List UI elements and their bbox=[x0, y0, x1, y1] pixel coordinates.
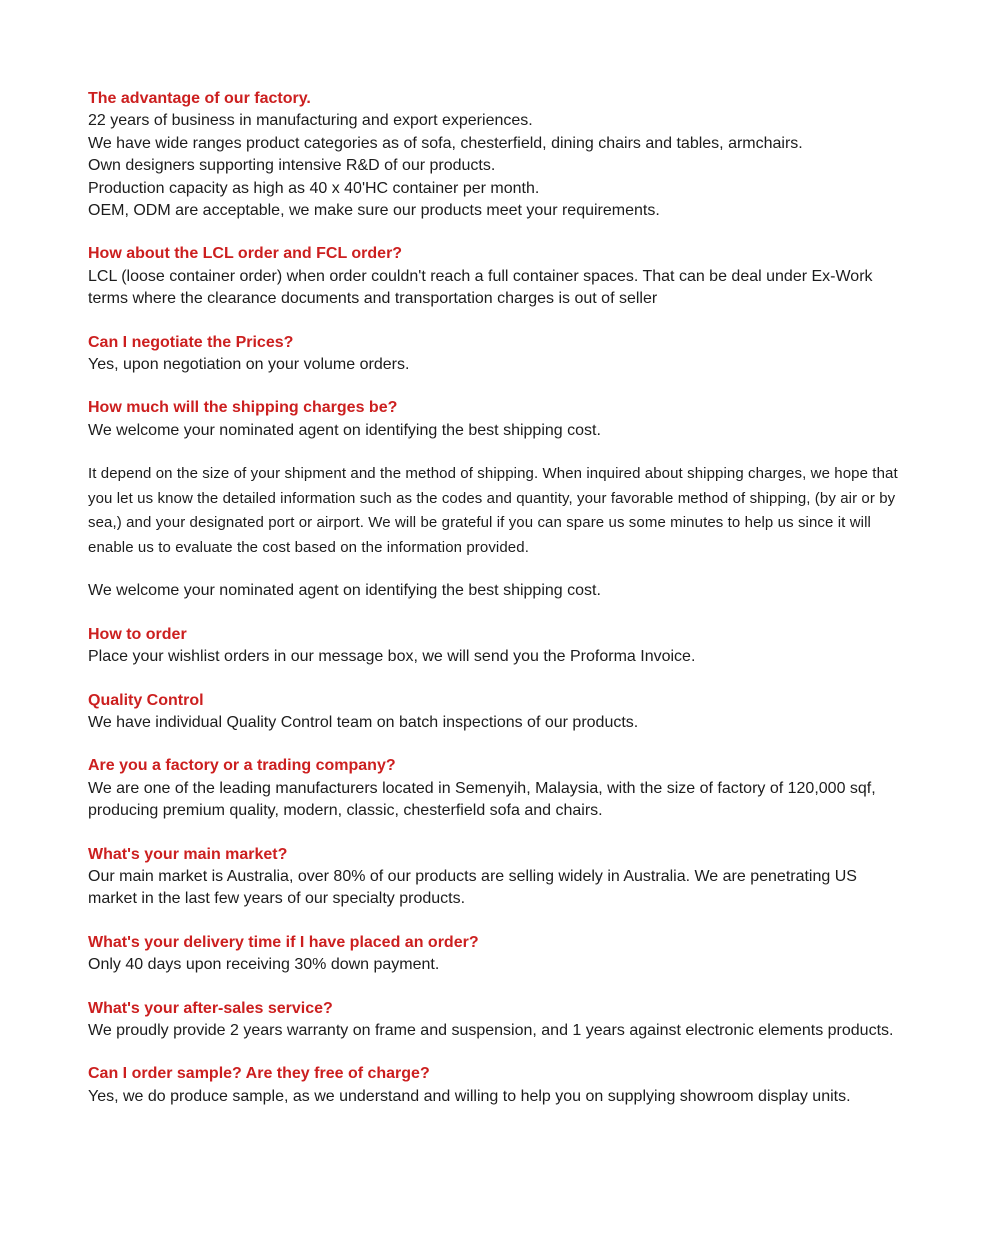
faq-text-line: We welcome your nominated agent on identifying the best shipping cost. bbox=[88, 582, 601, 600]
faq-section-body bbox=[88, 778, 902, 823]
faq-section-heading: How to order bbox=[88, 625, 187, 643]
faq-paragraph-block bbox=[88, 954, 902, 976]
faq-section-body bbox=[88, 866, 902, 911]
faq-paragraph-block bbox=[88, 646, 902, 668]
faq-paragraph-block bbox=[88, 420, 902, 442]
faq-section bbox=[88, 624, 902, 669]
faq-section bbox=[88, 998, 902, 1043]
faq-section-heading: What's your after-sales service? bbox=[88, 999, 333, 1017]
faq-paragraph-block bbox=[88, 266, 902, 311]
faq-text-line: Place your wishlist orders in our message box, we will send you the Proforma Invoice. bbox=[88, 648, 696, 666]
faq-text-line: 22 years of business in manufacturing and export experiences. bbox=[88, 112, 533, 130]
faq-section-heading: How much will the shipping charges be? bbox=[88, 399, 398, 417]
faq-text-line: Own designers supporting intensive R&D of our products. bbox=[88, 157, 496, 175]
faq-section bbox=[88, 690, 902, 735]
faq-section-heading: How about the LCL order and FCL order? bbox=[88, 245, 403, 263]
faq-section-body bbox=[88, 646, 902, 668]
faq-section bbox=[88, 243, 902, 310]
faq-text-line: Yes, upon negotiation on your volume orders. bbox=[88, 356, 410, 374]
faq-paragraph-block bbox=[88, 778, 902, 823]
faq-sections-container bbox=[88, 88, 902, 1108]
faq-section-heading: What's your main market? bbox=[88, 845, 288, 863]
faq-paragraph-block bbox=[88, 462, 902, 560]
faq-section-heading: Can I order sample? Are they free of charge? bbox=[88, 1065, 430, 1083]
faq-section-body bbox=[88, 420, 902, 603]
faq-section-heading: Can I negotiate the Prices? bbox=[88, 333, 294, 351]
faq-text-line: We are one of the leading manufacturers located in Semenyih, Malaysia, with the size of factory of 120,000 sqf, producing premium quality, modern, classic, chesterfield sofa and chairs. bbox=[88, 779, 876, 820]
faq-section-body bbox=[88, 354, 902, 376]
faq-paragraph-block bbox=[88, 1086, 902, 1108]
faq-text-line: We welcome your nominated agent on identifying the best shipping cost. bbox=[88, 421, 601, 439]
faq-section bbox=[88, 755, 902, 822]
faq-paragraph-block bbox=[88, 354, 902, 376]
faq-section bbox=[88, 932, 902, 977]
faq-section bbox=[88, 1063, 902, 1108]
faq-paragraph-block bbox=[88, 110, 902, 222]
faq-text-line: We have individual Quality Control team on batch inspections of our products. bbox=[88, 713, 639, 731]
faq-text-line: OEM, ODM are acceptable, we make sure our products meet your requirements. bbox=[88, 202, 660, 220]
faq-text-line: We have wide ranges product categories as of sofa, chesterfield, dining chairs and tables, armchairs. bbox=[88, 134, 803, 152]
faq-section-heading: Quality Control bbox=[88, 691, 204, 709]
faq-text-line: Yes, we do produce sample, as we understand and willing to help you on supplying showroom display units. bbox=[88, 1087, 851, 1105]
faq-text-line: LCL (loose container order) when order couldn't reach a full container spaces. That can be deal under Ex-Work terms where the clearance documents and transportation charges is out of seller bbox=[88, 267, 873, 308]
faq-paragraph-block bbox=[88, 866, 902, 911]
faq-section-body bbox=[88, 266, 902, 311]
faq-section-body bbox=[88, 1020, 902, 1042]
faq-section bbox=[88, 397, 902, 602]
faq-section-heading: What's your delivery time if I have placed an order? bbox=[88, 933, 479, 951]
faq-text-line: Only 40 days upon receiving 30% down payment. bbox=[88, 956, 440, 974]
faq-paragraph-block bbox=[88, 580, 902, 602]
faq-section bbox=[88, 88, 902, 222]
faq-text-line: Production capacity as high as 40 x 40'HC container per month. bbox=[88, 179, 540, 197]
faq-paragraph-block bbox=[88, 712, 902, 734]
faq-text-line: It depend on the size of your shipment and the method of shipping. When inquired about shipping charges, we hope that you let us know the detailed information such as the codes and quantity, your favorable method of shipping, (by air or by sea,) and your designated port or airport. We will be grateful if you can spare us some minutes to help us since it will enable us to evaluate the cost based on the information provided. bbox=[88, 465, 898, 556]
faq-text-line: We proudly provide 2 years warranty on frame and suspension, and 1 years against electronic elements products. bbox=[88, 1021, 894, 1039]
faq-paragraph-block bbox=[88, 1020, 902, 1042]
faq-section-body bbox=[88, 712, 902, 734]
faq-section-body bbox=[88, 110, 902, 222]
faq-section-heading: Are you a factory or a trading company? bbox=[88, 757, 396, 775]
faq-section-heading: The advantage of our factory. bbox=[88, 90, 311, 107]
faq-section-body bbox=[88, 954, 902, 976]
faq-section bbox=[88, 332, 902, 377]
faq-section-body bbox=[88, 1086, 902, 1108]
faq-section bbox=[88, 844, 902, 911]
faq-text-line: Our main market is Australia, over 80% of our products are selling widely in Australia. We are penetrating US market in the last few years of our specialty products. bbox=[88, 867, 857, 908]
